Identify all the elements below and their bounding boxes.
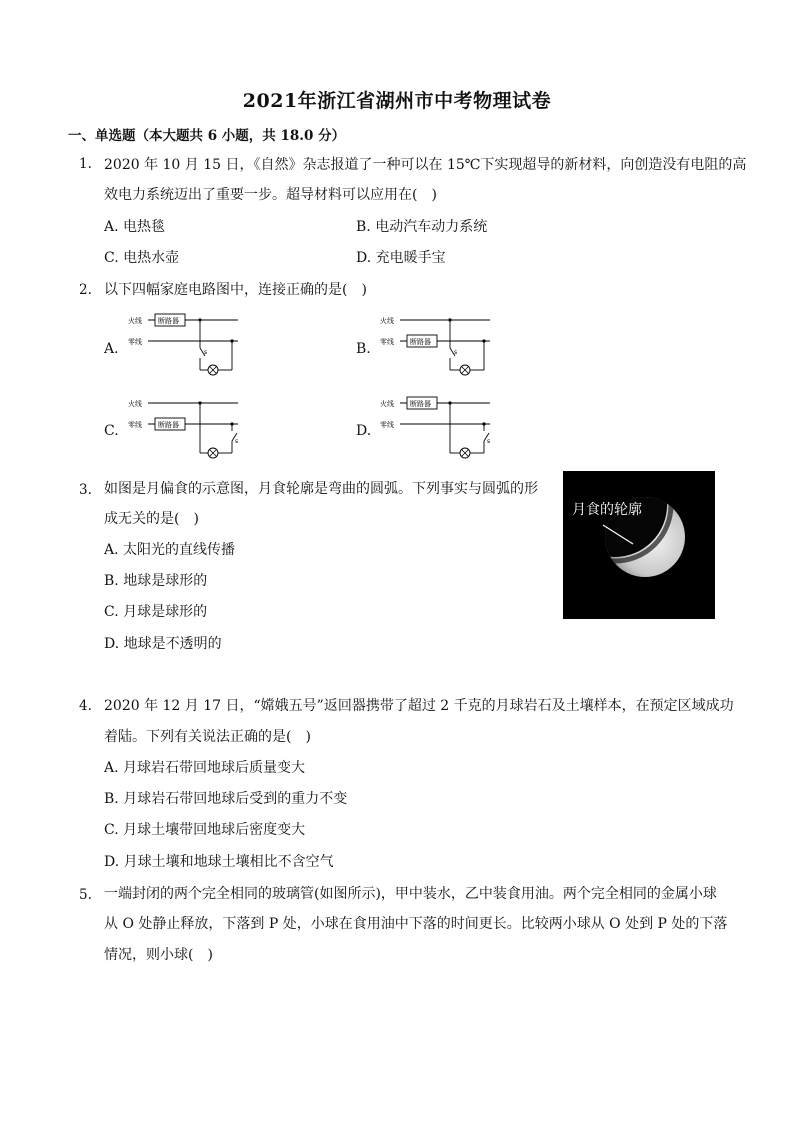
- q2-option-c-label: C.: [104, 423, 119, 439]
- circuit-diagram-a: [124, 310, 244, 380]
- q3-number: 3.: [79, 482, 92, 498]
- q4-number: 4.: [79, 698, 92, 714]
- q1-stem-line1: 2020 年 10 月 15 日，《自然》杂志报道了一种可以在 15℃下实现超导的新材料，向创造没有电阻的高: [104, 157, 747, 173]
- neutral-wire-label: 零线: [380, 338, 394, 346]
- q4-option-d: D. 月球土壤和地球土壤相比不含空气: [104, 854, 334, 870]
- q2-stem-line1: 以下四幅家庭电路图中，连接正确的是( ): [104, 282, 367, 298]
- q3-option-c: C. 月球是球形的: [104, 604, 208, 620]
- switch-label: s: [454, 349, 458, 356]
- circuit-diagram-c: [124, 393, 244, 463]
- q2-option-d-label: D.: [356, 423, 372, 439]
- breaker-label: 断路器: [410, 338, 431, 346]
- switch-label: s: [235, 438, 239, 445]
- image-annotation: 月食的轮廓: [572, 502, 642, 518]
- switch-label: s: [204, 349, 208, 356]
- q3-stem-line2: 成无关的是( ): [104, 511, 199, 527]
- q3-stem-line1: 如图是月偏食的示意图，月食轮廓是弯曲的圆弧。下列事实与圆弧的形: [104, 481, 538, 497]
- q4-option-c: C. 月球土壤带回地球后密度变大: [104, 822, 306, 838]
- circuit-diagram-b: [376, 310, 496, 380]
- q3-option-d: D. 地球是不透明的: [104, 636, 222, 652]
- q2-option-b-label: B.: [356, 341, 371, 357]
- section-heading: 一、单选题（本大题共 6 小题，共 18.0 分）: [68, 128, 346, 144]
- q2-number: 2.: [79, 282, 92, 298]
- lunar-eclipse-image: [563, 471, 715, 619]
- live-wire-label: 火线: [380, 400, 394, 408]
- live-wire-label: 火线: [380, 317, 394, 325]
- q2-option-a-label: A.: [104, 341, 119, 357]
- q5-stem-line2: 从 O 处静止释放，下落到 P 处，小球在食用油中下落的时间更长。比较两小球从 O 处到 P 处的下落: [104, 916, 728, 932]
- q4-stem-line1: 2020 年 12 月 17 日，“嫦娥五号”返回器携带了超过 2 千克的月球岩石及土壤样本，在预定区域成功: [104, 698, 734, 714]
- q1-number: 1.: [79, 156, 92, 172]
- q1-option-b: B. 电动汽车动力系统: [356, 219, 488, 235]
- q1-option-c: C. 电热水壶: [104, 250, 180, 266]
- q3-option-a: A. 太阳光的直线传播: [104, 542, 236, 558]
- live-wire-label: 火线: [128, 400, 142, 408]
- q5-number: 5.: [79, 887, 92, 903]
- q4-option-b: B. 月球岩石带回地球后受到的重力不变: [104, 791, 348, 807]
- live-wire-label: 火线: [128, 317, 142, 325]
- circuit-diagram-d: [376, 393, 496, 463]
- q1-stem-line2: 效电力系统迈出了重要一步。超导材料可以应用在( ): [104, 187, 437, 203]
- q5-stem-line3: 情况，则小球( ): [104, 947, 213, 963]
- neutral-wire-label: 零线: [128, 421, 142, 429]
- neutral-wire-label: 零线: [128, 338, 142, 346]
- neutral-wire-label: 零线: [380, 421, 394, 429]
- page-title: 2021年浙江省湖州市中考物理试卷: [242, 90, 552, 112]
- breaker-label: 断路器: [410, 400, 431, 408]
- q4-option-a: A. 月球岩石带回地球后质量变大: [104, 760, 306, 776]
- q3-option-b: B. 地球是球形的: [104, 573, 208, 589]
- q1-option-a: A. 电热毯: [104, 219, 166, 235]
- breaker-label: 断路器: [158, 317, 179, 325]
- q1-option-d: D. 充电暖手宝: [356, 250, 446, 266]
- q5-stem-line1: 一端封闭的两个完全相同的玻璃管(如图所示)，甲中装水，乙中装食用油。两个完全相同的金属小球: [104, 886, 717, 902]
- switch-label: s: [487, 438, 491, 445]
- breaker-label: 断路器: [158, 421, 179, 429]
- q4-stem-line2: 着陆。下列有关说法正确的是( ): [104, 729, 311, 745]
